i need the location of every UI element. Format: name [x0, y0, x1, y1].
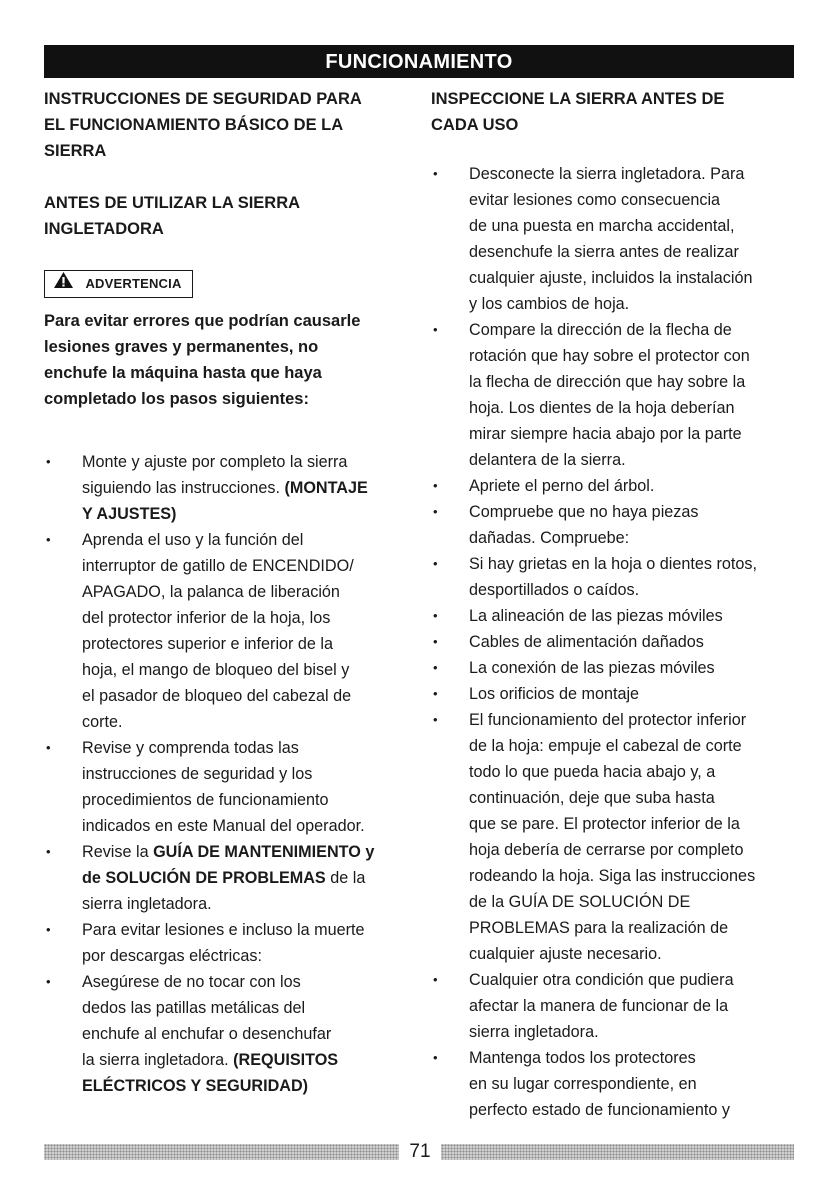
list-item-line — [82, 1073, 414, 1099]
warning-text-line: lesiones graves y permanentes, no — [44, 338, 319, 356]
list-item-line: rodeando la hoja. Siga las instrucciones — [469, 867, 756, 885]
list-item — [431, 603, 801, 629]
list-item-line: dañadas. Compruebe: — [469, 529, 630, 547]
list-item — [431, 161, 801, 317]
list-item-line: APAGADO, la palanca de liberación — [82, 583, 340, 601]
safety-heading — [44, 86, 414, 164]
heading-line: INSTRUCCIONES DE SEGURIDAD PARA — [44, 90, 362, 108]
bullet-icon: • — [46, 922, 51, 937]
list-item-line: Cables de alimentación dañados — [469, 633, 704, 651]
list-item-line: hoja. Los dientes de la hoja deberían — [469, 399, 735, 417]
list-item-text: Revise la — [82, 843, 154, 861]
cross-reference: Y AJUSTES) — [82, 505, 177, 523]
bullet-icon: • — [433, 972, 438, 987]
heading-line: ANTES DE UTILIZAR LA SIERRA — [44, 194, 301, 212]
cross-reference: (REQUISITOS — [233, 1051, 339, 1069]
list-item-line: de la hoja: empuje el cabezal de corte — [469, 737, 742, 755]
list-item-line: Compruebe que no haya piezas — [469, 503, 699, 521]
section-title-bar — [44, 45, 794, 78]
list-item — [431, 681, 801, 707]
list-item — [431, 499, 801, 551]
list-item-text: siguiendo las instrucciones. — [82, 479, 280, 497]
list-item — [44, 449, 414, 527]
list-item — [431, 655, 801, 681]
bullet-icon: • — [433, 660, 438, 675]
inspection-heading — [431, 86, 801, 138]
bullet-icon: • — [433, 1050, 438, 1065]
list-item-line: desportillados o caídos. — [469, 581, 640, 599]
bullet-icon: • — [433, 712, 438, 727]
section-title: FUNCIONAMIENTO — [325, 51, 513, 73]
cross-reference: (MONTAJE — [284, 479, 368, 497]
list-item-line: Compare la dirección de la flecha de — [469, 321, 732, 339]
bullet-icon: • — [46, 740, 51, 755]
list-item-text: de la — [325, 869, 366, 887]
list-item-line: evitar lesiones como consecuencia — [469, 191, 721, 209]
list-item-line: afectar la manera de funcionar de la — [469, 997, 729, 1015]
list-item-line: Para evitar lesiones e incluso la muerte — [82, 921, 365, 939]
heading-line: SIERRA — [44, 142, 107, 160]
bullet-icon: • — [433, 504, 438, 519]
list-item-line — [82, 839, 414, 865]
list-item — [44, 735, 414, 839]
heading-line: CADA USO — [431, 116, 519, 134]
right-column — [431, 86, 801, 1123]
list-item — [44, 839, 414, 917]
list-item-line: Revise y comprenda todas las — [82, 739, 299, 757]
list-item-line: Asegúrese de no tocar con los — [82, 973, 301, 991]
list-item — [431, 1045, 801, 1123]
list-item-line: todo lo que pueda hacia abajo y, a — [469, 763, 716, 781]
left-bullet-list — [44, 449, 414, 1099]
list-item-line: de una puesta en marcha accidental, — [469, 217, 735, 235]
list-item — [431, 551, 801, 603]
list-item-line: Apriete el perno del árbol. — [469, 477, 655, 495]
list-item-line: La alineación de las piezas móviles — [469, 607, 723, 625]
bullet-icon: • — [433, 166, 438, 181]
list-item-line: el pasador de bloqueo del cabezal de — [82, 687, 352, 705]
bullet-icon: • — [433, 608, 438, 623]
bullet-icon: • — [433, 686, 438, 701]
page-footer — [44, 1141, 794, 1165]
list-item-line: indicados en este Manual del operador. — [82, 817, 365, 835]
list-item-line: Desconecte la sierra ingletadora. Para — [469, 165, 745, 183]
list-item-line: mirar siempre hacia abajo por la parte — [469, 425, 742, 443]
list-item-text: la sierra ingletadora. — [82, 1051, 229, 1069]
list-item-line: El funcionamiento del protector inferior — [469, 711, 747, 729]
list-item-line: dedos las patillas metálicas del — [82, 999, 306, 1017]
warning-text — [44, 308, 414, 412]
left-column — [44, 86, 414, 1099]
list-item-line: de la GUÍA DE SOLUCIÓN DE — [469, 893, 691, 911]
bullet-icon: • — [46, 532, 51, 547]
list-item-line: rotación que hay sobre el protector con — [469, 347, 750, 365]
list-item-line: PROBLEMAS para la realización de — [469, 919, 729, 937]
footer-pattern-right — [441, 1144, 794, 1160]
list-item-line — [82, 1047, 414, 1073]
list-item — [44, 917, 414, 969]
list-item — [431, 317, 801, 473]
list-item-line: sierra ingletadora. — [469, 1023, 599, 1041]
cross-reference: de SOLUCIÓN DE PROBLEMAS — [82, 869, 326, 887]
heading-line: INGLETADORA — [44, 220, 164, 238]
list-item-line: hoja, el mango de bloqueo del bisel y — [82, 661, 350, 679]
warning-text-line: enchufe la máquina hasta que haya — [44, 364, 322, 382]
list-item-line: enchufe al enchufar o desenchufar — [82, 1025, 332, 1043]
list-item-line: Los orificios de montaje — [469, 685, 640, 703]
list-item-line: del protector inferior de la hoja, los — [82, 609, 331, 627]
heading-line: INSPECCIONE LA SIERRA ANTES DE — [431, 90, 725, 108]
warning-label-box — [44, 270, 193, 298]
list-item — [44, 527, 414, 735]
warning-triangle-icon — [53, 271, 74, 294]
bullet-icon: • — [433, 634, 438, 649]
bullet-icon: • — [433, 322, 438, 337]
list-item-line: Aprenda el uso y la función del — [82, 531, 304, 549]
list-item-line: Cualquier otra condición que pudiera — [469, 971, 734, 989]
list-item — [431, 473, 801, 499]
page-number: 71 — [409, 1141, 431, 1162]
list-item-line: cualquier ajuste, incluidos la instalación — [469, 269, 753, 287]
right-bullet-list — [431, 161, 801, 1123]
warning-text-line: completado los pasos siguientes: — [44, 390, 309, 408]
bullet-icon: • — [46, 454, 51, 469]
list-item-line — [82, 475, 414, 501]
list-item — [431, 967, 801, 1045]
list-item — [44, 969, 414, 1099]
list-item-line — [82, 865, 414, 891]
bullet-icon: • — [46, 844, 51, 859]
list-item — [431, 707, 801, 967]
cross-reference: ELÉCTRICOS Y SEGURIDAD) — [82, 1077, 309, 1095]
list-item-line: interruptor de gatillo de ENCENDIDO/ — [82, 557, 354, 575]
bullet-icon: • — [433, 556, 438, 571]
list-item-line: La conexión de las piezas móviles — [469, 659, 715, 677]
before-use-heading — [44, 190, 414, 242]
list-item-line — [82, 501, 414, 527]
list-item-line: hoja debería de cerrarse por completo — [469, 841, 744, 859]
list-item-line: delantera de la sierra. — [469, 451, 626, 469]
list-item-line: por descargas eléctricas: — [82, 947, 262, 965]
list-item-line: Mantenga todos los protectores — [469, 1049, 696, 1067]
list-item-line: Monte y ajuste por completo la sierra — [82, 453, 348, 471]
list-item-line: continuación, deje que suba hasta — [469, 789, 715, 807]
list-item-line: Si hay grietas en la hoja o dientes rotos, — [469, 555, 757, 573]
warning-text-line: Para evitar errores que podrían causarle — [44, 312, 361, 330]
bullet-icon: • — [46, 974, 51, 989]
list-item — [431, 629, 801, 655]
list-item-line: procedimientos de funcionamiento — [82, 791, 329, 809]
list-item-line: cualquier ajuste necesario. — [469, 945, 662, 963]
list-item-line: protectores superior e inferior de la — [82, 635, 334, 653]
list-item-line: la flecha de dirección que hay sobre la — [469, 373, 746, 391]
warning-label: ADVERTENCIA — [85, 276, 182, 291]
list-item-line: instrucciones de seguridad y los — [82, 765, 313, 783]
list-item-line: sierra ingletadora. — [82, 895, 212, 913]
list-item-line: en su lugar correspondiente, en — [469, 1075, 697, 1093]
bullet-icon: • — [433, 478, 438, 493]
list-item-line: y los cambios de hoja. — [469, 295, 630, 313]
cross-reference: GUÍA DE MANTENIMIENTO y — [153, 843, 375, 861]
list-item-line: perfecto estado de funcionamiento y — [469, 1101, 730, 1119]
list-item-line: que se pare. El protector inferior de la — [469, 815, 740, 833]
list-item-line: corte. — [82, 713, 123, 731]
list-item-line: desenchufe la sierra antes de realizar — [469, 243, 739, 261]
heading-line: EL FUNCIONAMIENTO BÁSICO DE LA — [44, 116, 344, 134]
footer-pattern-left — [44, 1144, 399, 1160]
